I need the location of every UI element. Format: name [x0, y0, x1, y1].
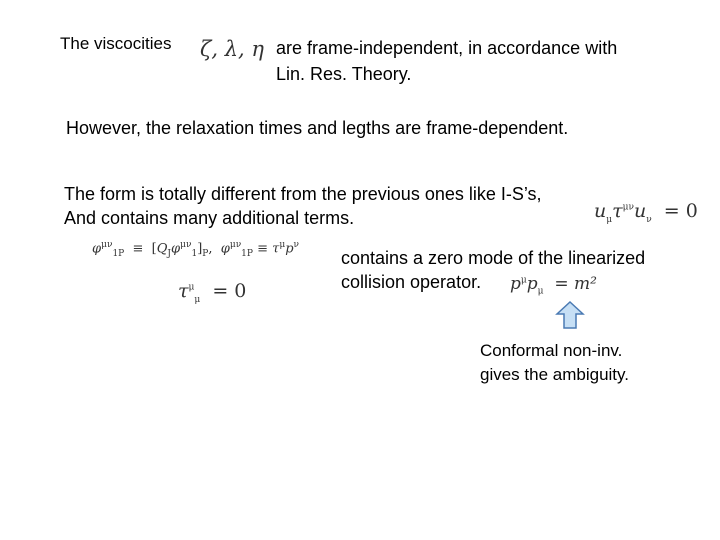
zero-mode-text: contains a zero mode of the linearized [341, 248, 646, 268]
lin-res-theory-text: Lin. Res. Theory. [276, 64, 412, 84]
orthogonality-equation: $u_\mu\tau^{\mu\nu}u_\nu = 0$ [594, 200, 698, 225]
mass-shell-equation: $p^\mu p_\mu = m^2$ [510, 274, 597, 297]
frame-dependent-text: However, the relaxation times and legths are frame-dependent. [66, 118, 569, 138]
additional-terms-text: And contains many additional terms. [64, 208, 355, 228]
frame-independent-text: are frame-independent, in accordance with [276, 38, 618, 58]
collision-operator-text: collision operator. [341, 272, 482, 292]
ambiguity-note-text: gives the ambiguity. [480, 365, 629, 384]
viscosities-label: The viscocities [60, 34, 172, 53]
tau-zero-equation: $\tau^\mu_\mu = 0$ [178, 280, 247, 305]
phi-projection-equation: $\varphi^{\mu\nu}_{1P} \equiv [Q_J\varphi^{\mu\nu}_1]_P$, $\varphi^{\mu\nu}_{1P} \equiv \tau^\mu p^\nu$ [92, 240, 300, 259]
different-form-text: The form is totally different from the previous ones like I-S’s, [64, 184, 542, 204]
conformal-note-text: Conformal non-inv. [480, 341, 623, 360]
up-arrow-icon [555, 300, 585, 330]
viscosity-symbols: ζ, λ, η [200, 37, 264, 61]
